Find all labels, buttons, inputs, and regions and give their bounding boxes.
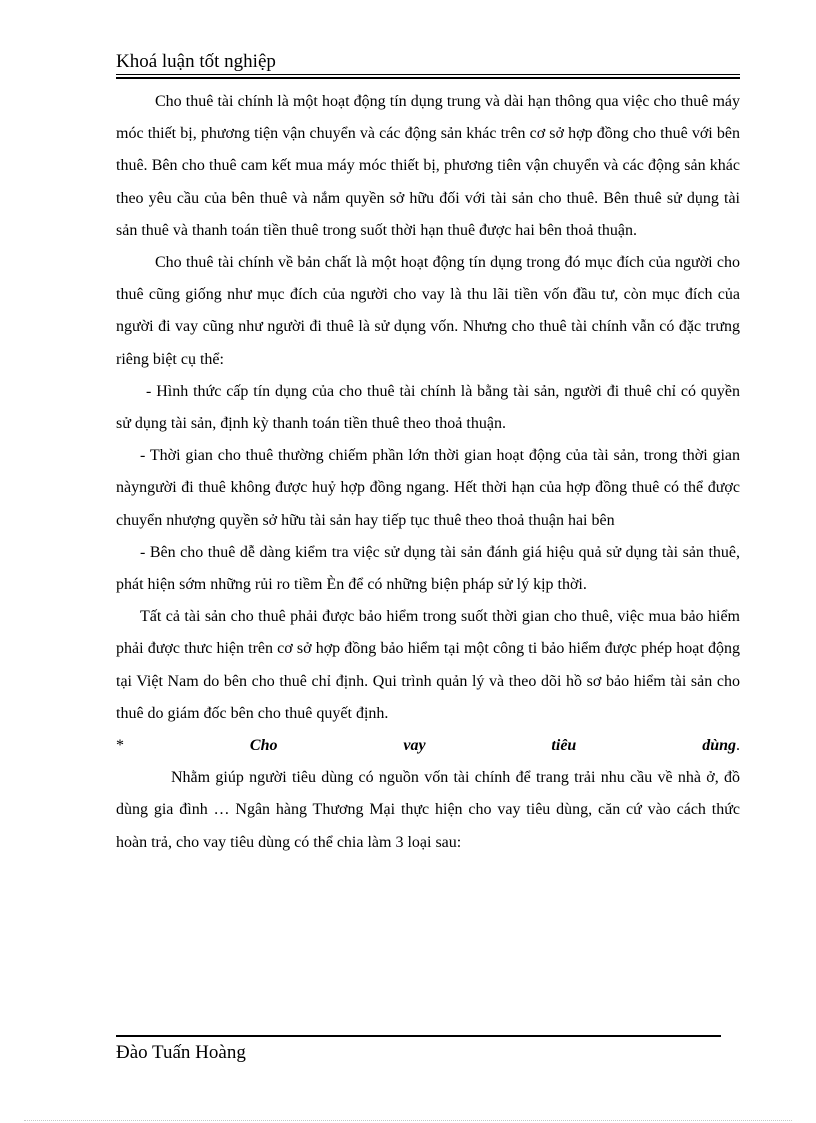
section-heading <box>116 730 740 762</box>
page-header-title: Khoá luận tốt nghiệp <box>116 51 276 72</box>
paragraph-insurance: Tất cả tài sản cho thuê phải được bảo hiểm trong suốt thời gian cho thuê, việc mua bảo hiểm phải được thưc hiện trên cơ sở hợp đồng bảo hiểm tại một công ti bảo hiểm được phép hoạt động tại Việt Nam do bên cho thuê chỉ định. Qui trình quản lý và theo dõi hồ sơ bảo hiểm tài sản cho thuê do giám đốc bên cho thuê quyết định. <box>116 608 740 722</box>
section-heading-marker: * <box>116 737 250 755</box>
bullet-lease-duration: - Thời gian cho thuê thường chiếm phần lớn thời gian hoạt động của tài sản, trong thời gian nàyngười đi thuê không được huỷ hợp đồng ngang. Hết thời hạn của hợp đồng thuê có thể được chuyển nhượng quyền sở hữu tài sản hay tiếp tục thuê theo thoả thuận hai bên <box>116 447 740 529</box>
bullet-credit-form: - Hình thức cấp tín dụng của cho thuê tài chính là bằng tài sản, người đi thuê chỉ có quyền sử dụng tài sản, định kỳ thanh toán tiền thuê theo thoả thuận. <box>116 382 740 433</box>
section-heading-text: Cho vay tiêu dùng <box>249 737 736 755</box>
paragraph-leasing-definition: Cho thuê tài chính là một hoạt động tín dụng trung và dài hạn thông qua việc cho thuê máy móc thiết bị, phương tiện vận chuyển và các động sản khác trên cơ sở hợp đồng cho thuê với bên thuê. Bên cho thuê cam kết mua máy móc thiết bị, phương tiên vận chuyển và các động sản khác theo yêu cầu của bên thuê và nắm quyền sở hữu đối với tài sản cho thuê. Bên thuê sử dụng tài sản thuê và thanh toán tiền thuê trong suốt thời hạn thuê được hai bên thoả thuận. <box>116 93 740 239</box>
header-rule-double <box>116 77 740 79</box>
document-body <box>116 86 740 859</box>
footer-rule <box>116 1035 721 1037</box>
footer-author: Đào Tuấn Hoàng <box>116 1042 246 1063</box>
header-rule <box>116 74 740 75</box>
paragraph-leasing-nature: Cho thuê tài chính về bản chất là một hoạt động tín dụng trong đó mục đích của người cho thuê cũng giống như mục đích của người cho vay là thu lãi tiền vốn đầu tư, còn mục đích của người đi vay cũng như người đi thuê là sử dụng vốn. Nhưng cho thuê tài chính vẫn có đặc trưng riêng biệt cụ thể: <box>116 254 740 368</box>
page-boundary <box>24 1120 792 1121</box>
section-heading-suffix: . <box>736 737 740 755</box>
bullet-lessor-inspection: - Bên cho thuê dễ dàng kiểm tra việc sử dụng tài sản đánh giá hiệu quả sử dụng tài sản thuê, phát hiện sớm những rủi ro tiềm Èn để có những biện pháp sử lý kịp thời. <box>116 543 740 594</box>
paragraph-consumer-loans: Nhằm giúp người tiêu dùng có nguồn vốn tài chính để trang trải nhu cầu về nhà ở, đồ dùng gia đình … Ngân hàng Thương Mại thực hiện cho vay tiêu dùng, căn cứ vào cách thức hoàn trả, cho vay tiêu dùng có thể chia làm 3 loại sau: <box>116 769 740 851</box>
